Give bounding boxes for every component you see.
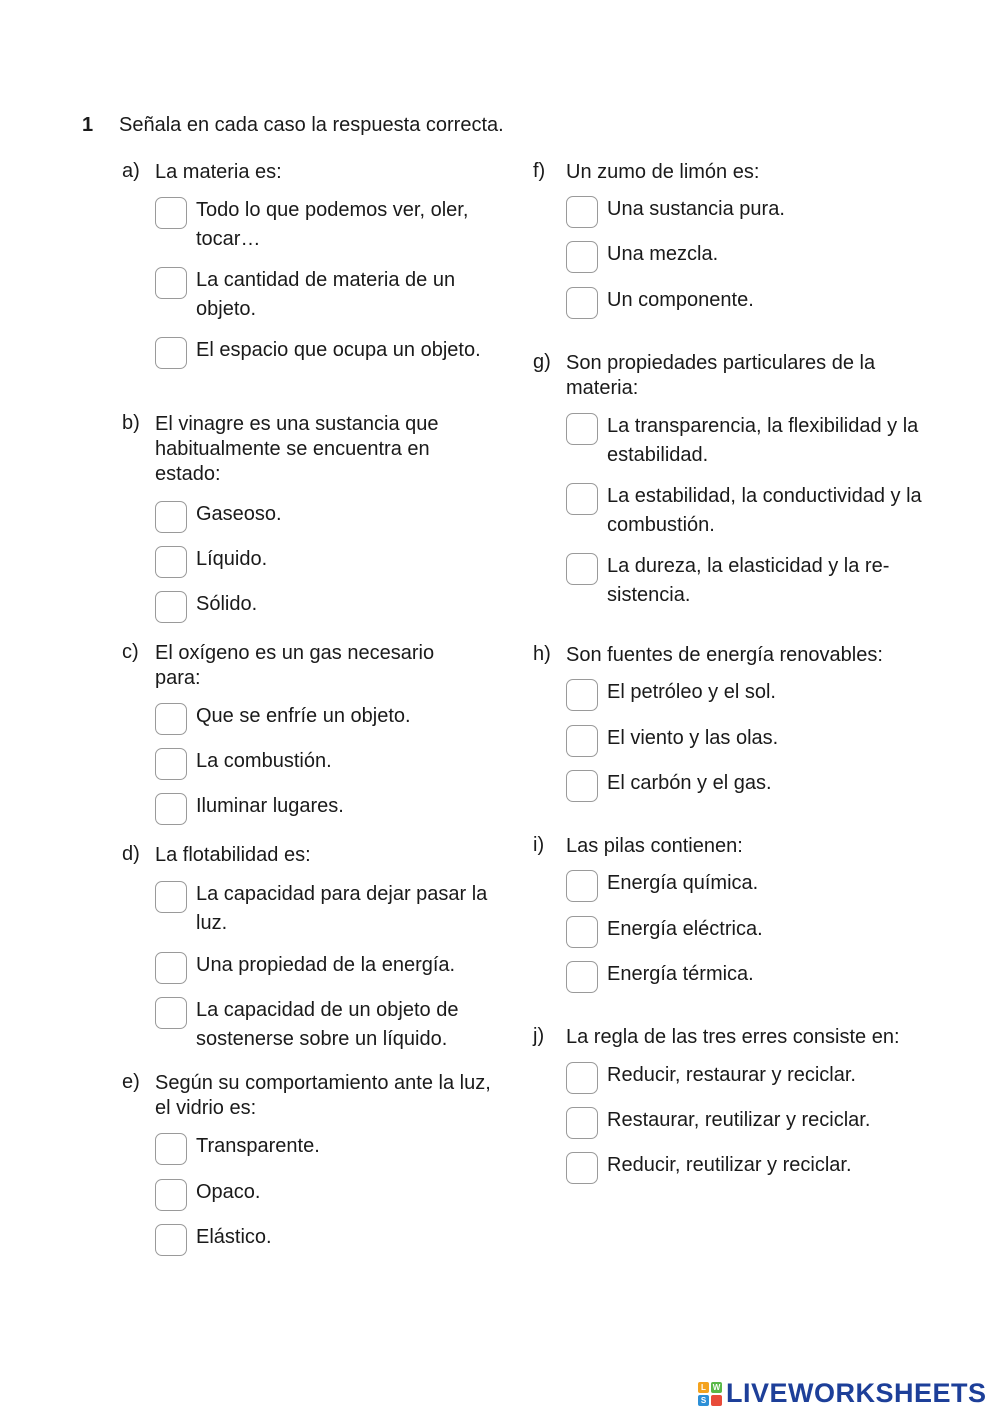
answer-option-label: La capacidad para dejar pasar la luz.: [196, 883, 488, 934]
question-letter: i): [533, 834, 545, 856]
answer-option-label: La capacidad de un objeto de sostenerse sobre un líquido.: [196, 999, 459, 1050]
answer-option-label: La transparencia, la flexibilidad y la estabilidad.: [607, 415, 919, 466]
answer-checkbox[interactable]: [566, 413, 598, 445]
answer-checkbox[interactable]: [566, 483, 598, 515]
answer-option-label: Sólido.: [196, 593, 258, 615]
answer-option-label: Que se enfríe un objeto.: [196, 705, 411, 727]
answer-option-label: Transparente.: [196, 1135, 320, 1157]
exercise-number: 1: [82, 114, 94, 136]
answer-checkbox[interactable]: [566, 1062, 598, 1094]
answer-checkbox[interactable]: [155, 197, 187, 229]
answer-option-label: El espacio que ocupa un objeto.: [196, 339, 481, 361]
logo-text: LIVEWORKSHEETS: [726, 1378, 987, 1408]
question-text: El vinagre es una sustancia que habitualmente se encuentra en estado:: [155, 413, 439, 485]
logo-mark-icon: [698, 1382, 722, 1406]
answer-option-label: Reducir, restaurar y reciclar.: [607, 1064, 856, 1086]
answer-option-label: Energía eléctrica.: [607, 918, 763, 940]
answer-checkbox[interactable]: [566, 679, 598, 711]
answer-option-label: Una propiedad de la energía.: [196, 954, 456, 976]
question-text: La regla de las tres erres consiste en:: [566, 1026, 900, 1048]
question-text: La materia es:: [155, 161, 282, 183]
answer-checkbox[interactable]: [155, 881, 187, 913]
question-letter: h): [533, 643, 551, 665]
answer-checkbox[interactable]: [566, 1107, 598, 1139]
answer-option-label: Iluminar lugares.: [196, 795, 344, 817]
answer-checkbox[interactable]: [155, 1133, 187, 1165]
answer-checkbox[interactable]: [155, 1224, 187, 1256]
answer-checkbox[interactable]: [155, 501, 187, 533]
question-letter: g): [533, 351, 551, 373]
answer-checkbox[interactable]: [566, 196, 598, 228]
answer-option-label: La combustión.: [196, 750, 332, 772]
logo-tile: W: [712, 1382, 721, 1392]
answer-option-label: Energía química.: [607, 872, 759, 894]
answer-checkbox[interactable]: [155, 793, 187, 825]
answer-option-label: Una mezcla.: [607, 243, 719, 265]
question-text: Son fuentes de energía renovables:: [566, 644, 883, 666]
question-letter: f): [533, 160, 546, 182]
question-letter: b): [122, 412, 140, 434]
answer-checkbox[interactable]: [566, 870, 598, 902]
answer-checkbox[interactable]: [155, 748, 187, 780]
answer-checkbox[interactable]: [566, 725, 598, 757]
answer-checkbox[interactable]: [566, 916, 598, 948]
answer-checkbox[interactable]: [155, 267, 187, 299]
logo-tile: [711, 1395, 722, 1406]
answer-option-label: Un componente.: [607, 289, 754, 311]
answer-checkbox[interactable]: [155, 997, 187, 1029]
answer-checkbox[interactable]: [155, 546, 187, 578]
answer-checkbox[interactable]: [566, 1152, 598, 1184]
answer-checkbox[interactable]: [155, 591, 187, 623]
question-letter: j): [533, 1025, 545, 1047]
answer-option-label: Opaco.: [196, 1181, 261, 1203]
answer-option-label: Gaseoso.: [196, 503, 282, 525]
answer-checkbox[interactable]: [155, 1179, 187, 1211]
answer-option-label: El viento y las olas.: [607, 727, 779, 749]
answer-checkbox[interactable]: [155, 337, 187, 369]
answer-checkbox[interactable]: [155, 952, 187, 984]
question-text: Son propiedades particulares de la materia:: [566, 352, 876, 399]
exercise-instruction: Señala en cada caso la respuesta correcta.: [119, 114, 504, 136]
answer-option-label: Todo lo que podemos ver, oler, tocar…: [196, 199, 469, 250]
question-text: Un zumo de limón es:: [566, 161, 760, 183]
question-letter: e): [122, 1071, 140, 1093]
answer-checkbox[interactable]: [566, 553, 598, 585]
answer-checkbox[interactable]: [566, 961, 598, 993]
answer-checkbox[interactable]: [155, 703, 187, 735]
question-letter: d): [122, 843, 140, 865]
answer-option-label: Energía térmica.: [607, 963, 754, 985]
question-text: El oxígeno es un gas necesario para:: [155, 642, 435, 689]
question-text: La flotabilidad es:: [155, 844, 311, 866]
answer-checkbox[interactable]: [566, 770, 598, 802]
answer-checkbox[interactable]: [566, 241, 598, 273]
question-text: Según su comportamiento ante la luz, el vidrio es:: [155, 1072, 491, 1119]
question-letter: a): [122, 160, 140, 182]
answer-option-label: El carbón y el gas.: [607, 772, 772, 794]
answer-option-label: Líquido.: [196, 548, 268, 570]
answer-option-label: La cantidad de materia de un objeto.: [196, 269, 456, 320]
logo-tile: L: [698, 1382, 709, 1393]
question-letter: c): [122, 641, 139, 663]
answer-option-label: La estabilidad, la conductividad y la combustión.: [607, 485, 922, 536]
answer-option-label: Reducir, reutilizar y reciclar.: [607, 1154, 852, 1176]
question-text: Las pilas contienen:: [566, 835, 743, 857]
answer-option-label: Elástico.: [196, 1226, 272, 1248]
answer-option-label: Una sustancia pura.: [607, 198, 785, 220]
answer-option-label: La dureza, la elasticidad y la re-sistencia.: [607, 555, 890, 606]
logo-tile: S: [698, 1395, 709, 1406]
answer-option-label: Restaurar, reutilizar y reciclar.: [607, 1109, 871, 1131]
answer-checkbox[interactable]: [566, 287, 598, 319]
answer-option-label: El petróleo y el sol.: [607, 681, 776, 703]
liveworksheets-logo: [698, 1378, 987, 1409]
